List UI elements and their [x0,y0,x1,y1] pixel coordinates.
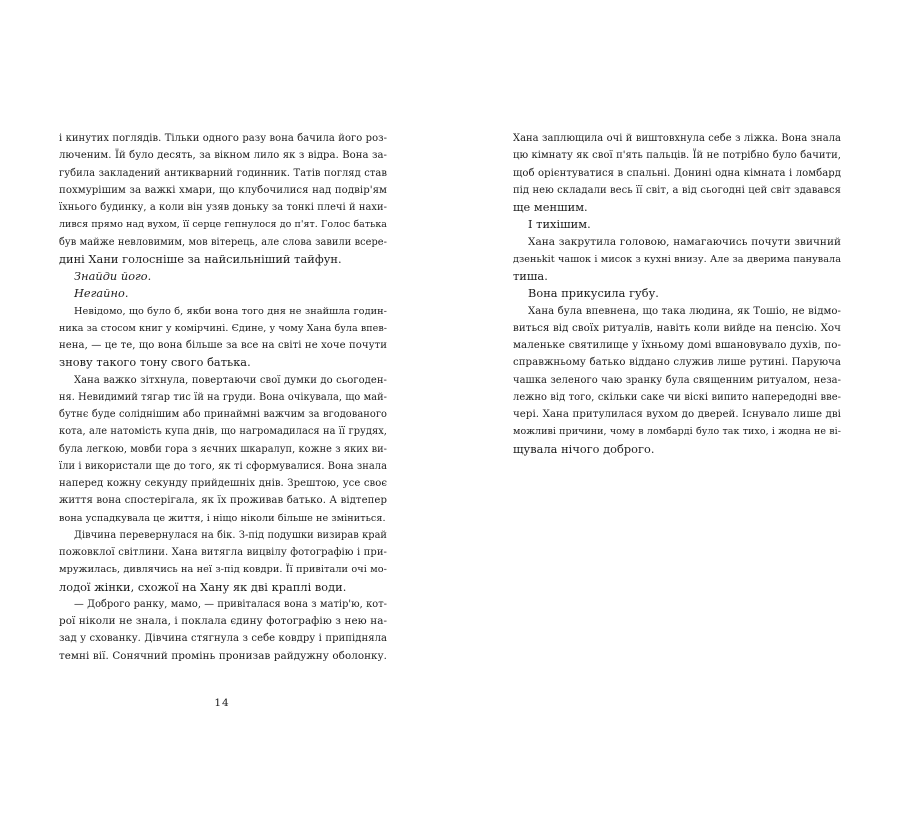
text-line: можливі причини, чому в ломбарді було так тихо, і жодна не ві- [513,426,841,438]
text-line: знову такого тону свого батька. [59,356,251,370]
text-line: бутнє буде соліднішим або принаймні важчим за вгодованого [59,409,387,420]
text-line-italic: Знайди його. [74,270,152,283]
text-line: тиша. [513,270,548,283]
text-line: зад у схованку. Дівчина стягнула з себе ковдру і припідняла [59,633,387,645]
text-line: ня. Невидимий тягар тис їй на груди. Вона очікувала, що май- [59,391,387,403]
text-line: Хана була впевнена, що така людина, як Тошіо, не відмо- [528,305,841,317]
text-line: кота, але натомість купа днів, що нагромадилася на її грудях, [59,426,387,438]
text-line: Хана важко зітхнула, повертаючи свої думки до сьогоден- [74,374,387,386]
text-line: — Доброго ранку, мамо, — привіталася вона з матір'ю, кот- [74,598,387,610]
text-line: чері. Хана притулилася вухом до дверей. Існувало лише дві [513,409,841,420]
left-page [59,130,387,665]
text-line: дині Хани голосніше за найсильніший тайфун. [59,252,342,266]
text-line: і кинутих поглядів. Тільки одного разу вона бачила його роз- [59,133,387,144]
text-line: щувала нічого доброго. [513,442,655,456]
text-line: життя вона спостерігала, як їх проживав батько. А відтепер [59,495,387,507]
text-line: Вона прикусила губу. [528,287,659,301]
text-line: Дівчина перевернулася на бік. З-під подушки визирав край [74,529,387,541]
text-line: наперед кожну секунду прийдешніх днів. Зрештою, усе своє [59,478,387,489]
text-line: пожовклої світлини. Хана витягла вицвілу фотографію і при- [59,547,387,558]
text-line-italic: Негайно. [74,287,129,301]
text-line: їли і використали ще до того, як ті сформувалися. Вона знала [59,460,387,472]
text-line: під нею складали весь її світ, а від сьогодні цей світ здавався [513,184,841,196]
text-line: їхнього будинку, а коли він узяв доньку за тонкі плечі й нахи- [59,202,387,213]
right-page [513,130,841,458]
text-line: нена, — це те, що вона більше за все на світі не хоче почути [59,340,387,351]
text-line: чашка зеленого чаю зранку була священним ритуалом, неза- [513,374,841,386]
text-line: мружилась, дивлячись на неї з-під ковдри. Її привітали очі мо- [59,564,387,576]
text-line: темні вії. Сонячний промінь пронизав райдужну оболонку. [59,649,387,662]
text-line: цю кімнату як свої п'ять пальців. Їй не потрібно було бачити, [513,150,841,162]
text-line: люченим. Їй було десять, за вікном лило як з відра. Вона за- [59,150,387,162]
text-line: справжньому батько віддано служив лише рутині. Паруюча [513,357,841,369]
text-line: рої ніколи не знала, і поклала єдину фотографію з нею на- [59,615,387,627]
text-line: губила закладений антикварний годинник. Татів погляд став [59,167,387,179]
text-line: дзеньkit чашок і мисок з кухні внизу. Але за дверима панувала [513,253,841,265]
text-line: був майже невловимим, мов вітерець, але слова завили всере- [59,236,387,248]
text-line: була легкою, мовби гора з яєчних шкаралуп, кожне з яких ви- [59,443,387,455]
text-line: Хана заплющила очі й виштовхнула себе з ліжка. Вона знала [513,133,841,144]
text-line: Невідомо, що було б, якби вона того дня не знайшла годин- [74,305,387,317]
text-line: виться від своїх ритуалів, навіть коли вийде на пенсію. Хоч [513,321,841,334]
text-line: лежно від того, скільки саке чи віскі випито напередодні вве- [513,391,841,403]
text-line: Хана закрутила головою, намагаючись почути звичний [528,235,841,248]
text-line: І тихішим. [528,218,591,232]
text-line: лився прямо над вухом, її серце гепнулося до п'ят. Голос батька [59,219,387,231]
text-line: щоб орієнтуватися в спальні. Донині одна кімната і ломбард [513,167,841,179]
page-number: 14 [214,697,230,709]
text-line: лодої жінки, схожої на Хану як дві краплі води. [59,580,347,594]
text-line: ще меншим. [513,201,588,214]
text-line: похмурішим за важкі хмари, що клубочилися над подвір'ям [59,184,387,196]
text-line: вона успадкувала це життя, і ніщо ніколи більше не зміниться. [59,512,386,524]
text-line: маленьке святилище у їхньому домі вшановувало духів, по- [513,339,841,351]
text-line: ника за стосом книг у комірчині. Єдине, у чому Хана була впев- [59,322,387,334]
